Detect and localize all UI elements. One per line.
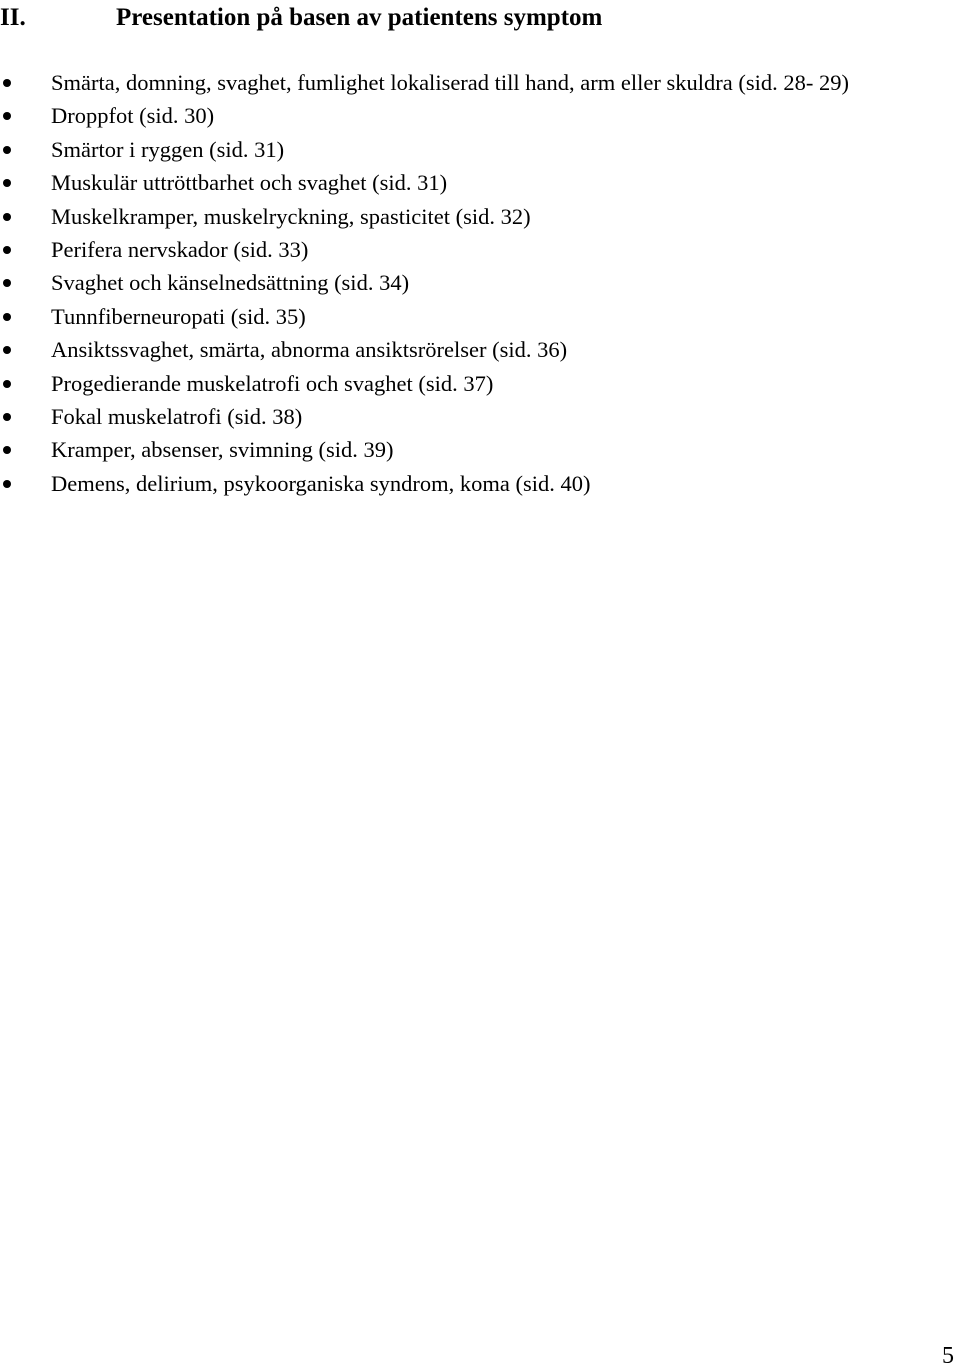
section-title: Presentation på basen av patientens symptom (116, 4, 603, 31)
list-item (0, 433, 930, 466)
list-item (0, 300, 930, 333)
bullet-icon (3, 213, 11, 221)
list-item-text: Kramper, absenser, svimning (sid. 39) (51, 437, 394, 463)
list-item (0, 400, 930, 433)
symptom-list (0, 66, 930, 500)
list-item (0, 367, 930, 400)
bullet-icon (3, 112, 11, 120)
list-item (0, 166, 930, 199)
section-heading (0, 2, 602, 34)
list-item (0, 133, 930, 166)
list-item (0, 200, 930, 233)
bullet-icon (3, 279, 11, 287)
list-item-text: Progedierande muskelatrofi och svaghet (sid. 37) (51, 370, 494, 396)
list-item (0, 99, 930, 132)
list-item-text: Demens, delirium, psykoorganiska syndrom, koma (sid. 40) (51, 470, 591, 496)
list-item (0, 333, 930, 366)
bullet-icon (3, 146, 11, 154)
list-item-text: Muskulär uttröttbarhet och svaghet (sid. 31) (51, 170, 448, 196)
list-item-text: Smärtor i ryggen (sid. 31) (51, 136, 285, 162)
list-item-text: Muskelkramper, muskelryckning, spasticitet (sid. 32) (51, 203, 531, 229)
list-item-text: Fokal muskelatrofi (sid. 38) (51, 404, 303, 430)
list-item-text: Tunnfiberneuropati (sid. 35) (51, 303, 306, 329)
list-item (0, 467, 930, 500)
bullet-icon (3, 246, 11, 254)
list-item-text: Smärta, domning, svaghet, fumlighet lokaliserad till hand, arm eller skuldra (sid. 28- 29) (51, 70, 849, 95)
bullet-icon (3, 446, 11, 454)
bullet-icon (3, 313, 11, 321)
list-item (0, 233, 930, 266)
section-number: II. (0, 4, 26, 31)
bullet-icon (3, 79, 11, 87)
list-item-text: Droppfot (sid. 30) (51, 103, 215, 129)
list-item-text: Svaghet och känselnedsättning (sid. 34) (51, 270, 410, 296)
bullet-icon (3, 346, 11, 354)
page-number: 5 (942, 1343, 954, 1369)
list-item (0, 66, 930, 99)
list-item (0, 266, 930, 299)
bullet-icon (3, 179, 11, 187)
bullet-icon (3, 380, 11, 388)
bullet-icon (3, 480, 11, 488)
bullet-icon (3, 413, 11, 421)
list-item-text: Perifera nervskador (sid. 33) (51, 237, 309, 263)
list-item-text: Ansiktssvaghet, smärta, abnorma ansiktsrörelser (sid. 36) (51, 337, 568, 363)
